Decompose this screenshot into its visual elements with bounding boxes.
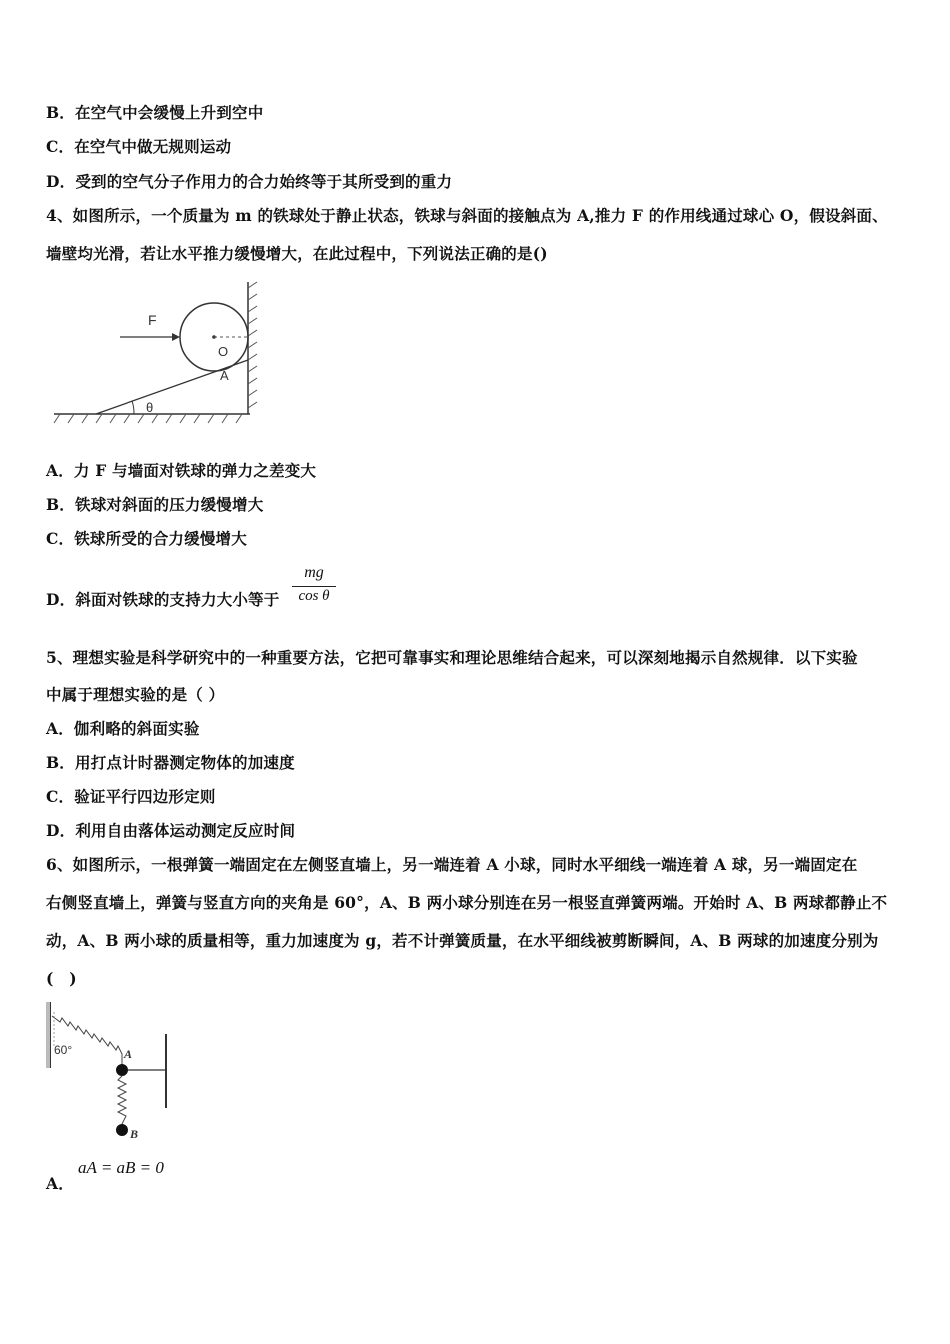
- q6-stem-line3: 动，A、B 两小球的质量相等，重力加速度为 g，若不计弹簧质量，在水平细线被剪断瞬间，A、B 两球的加速度分别为: [46, 931, 879, 950]
- q4-option-b: B．铁球对斜面的压力缓慢增大: [46, 495, 264, 514]
- q4-fraction-numerator: mg: [304, 564, 324, 581]
- q5-stem-line1: 5、理想实验是科学研究中的一种重要方法，它把可靠事实和理论思维结合起来，可以深刻地揭示自然规律．以下实验: [46, 648, 858, 667]
- q4-label-theta: θ: [146, 400, 154, 415]
- q4-label-o: O: [218, 344, 229, 359]
- q5-stem-line2: 中属于理想实验的是（ ）: [46, 685, 225, 704]
- q4-label-f: F: [148, 312, 157, 328]
- q6-figure-spring-balls: [44, 998, 174, 1146]
- q6-stem-line1: 6、如图所示，一根弹簧一端固定在左侧竖直墙上，另一端连着 A 小球，同时水平细线一端连着 A 球，另一端固定在: [46, 855, 858, 874]
- q4-label-a: A: [220, 368, 229, 383]
- q5-option-a: A．伽利略的斜面实验: [46, 719, 200, 738]
- q5-option-d: D．利用自由落体运动测定反应时间: [46, 821, 296, 840]
- q6-label-a: A: [124, 1047, 133, 1061]
- q3-option-d: D．受到的空气分子作用力的合力始终等于其所受到的重力: [46, 172, 453, 191]
- q3-option-c: C．在空气中做无规则运动: [46, 137, 232, 156]
- q4-stem-line1: 4、如图所示，一个质量为 m 的铁球处于静止状态，铁球与斜面的接触点为 A,推力 F 的作用线通过球心 O，假设斜面、: [46, 206, 888, 225]
- q5-option-c: C．验证平行四边形定则: [46, 787, 216, 806]
- q6-label-b: B: [130, 1127, 139, 1141]
- q4-option-a: A．力 F 与墙面对铁球的弹力之差变大: [46, 461, 317, 480]
- q4-fraction-bar: [292, 586, 336, 587]
- q6-stem-line4: ( ): [46, 969, 77, 988]
- q4-option-d-fraction: [292, 564, 336, 610]
- q5-option-b: B．用打点计时器测定物体的加速度: [46, 753, 295, 772]
- q6-label-angle: 60°: [54, 1043, 73, 1057]
- q4-figure-ball-on-incline: [46, 278, 266, 428]
- q4-option-d: D．斜面对铁球的支持力大小等于: [46, 590, 280, 609]
- q6-stem-line2: 右侧竖直墙上，弹簧与竖直方向的夹角是 60°，A、B 两小球分别连在另一根竖直弹簧两端。开始时 A、B 两球都静止不: [46, 893, 888, 912]
- q6-option-a-formula: aA = aB = 0: [78, 1158, 164, 1177]
- q4-fraction-denominator: cos θ: [298, 588, 330, 604]
- q4-option-c: C．铁球所受的合力缓慢增大: [46, 529, 247, 548]
- q6-option-a-letter: A．: [46, 1174, 74, 1193]
- q4-stem-line2: 墙壁均光滑，若让水平推力缓慢增大，在此过程中，下列说法正确的是(): [46, 244, 548, 263]
- q3-option-b: B．在空气中会缓慢上升到空中: [46, 103, 264, 122]
